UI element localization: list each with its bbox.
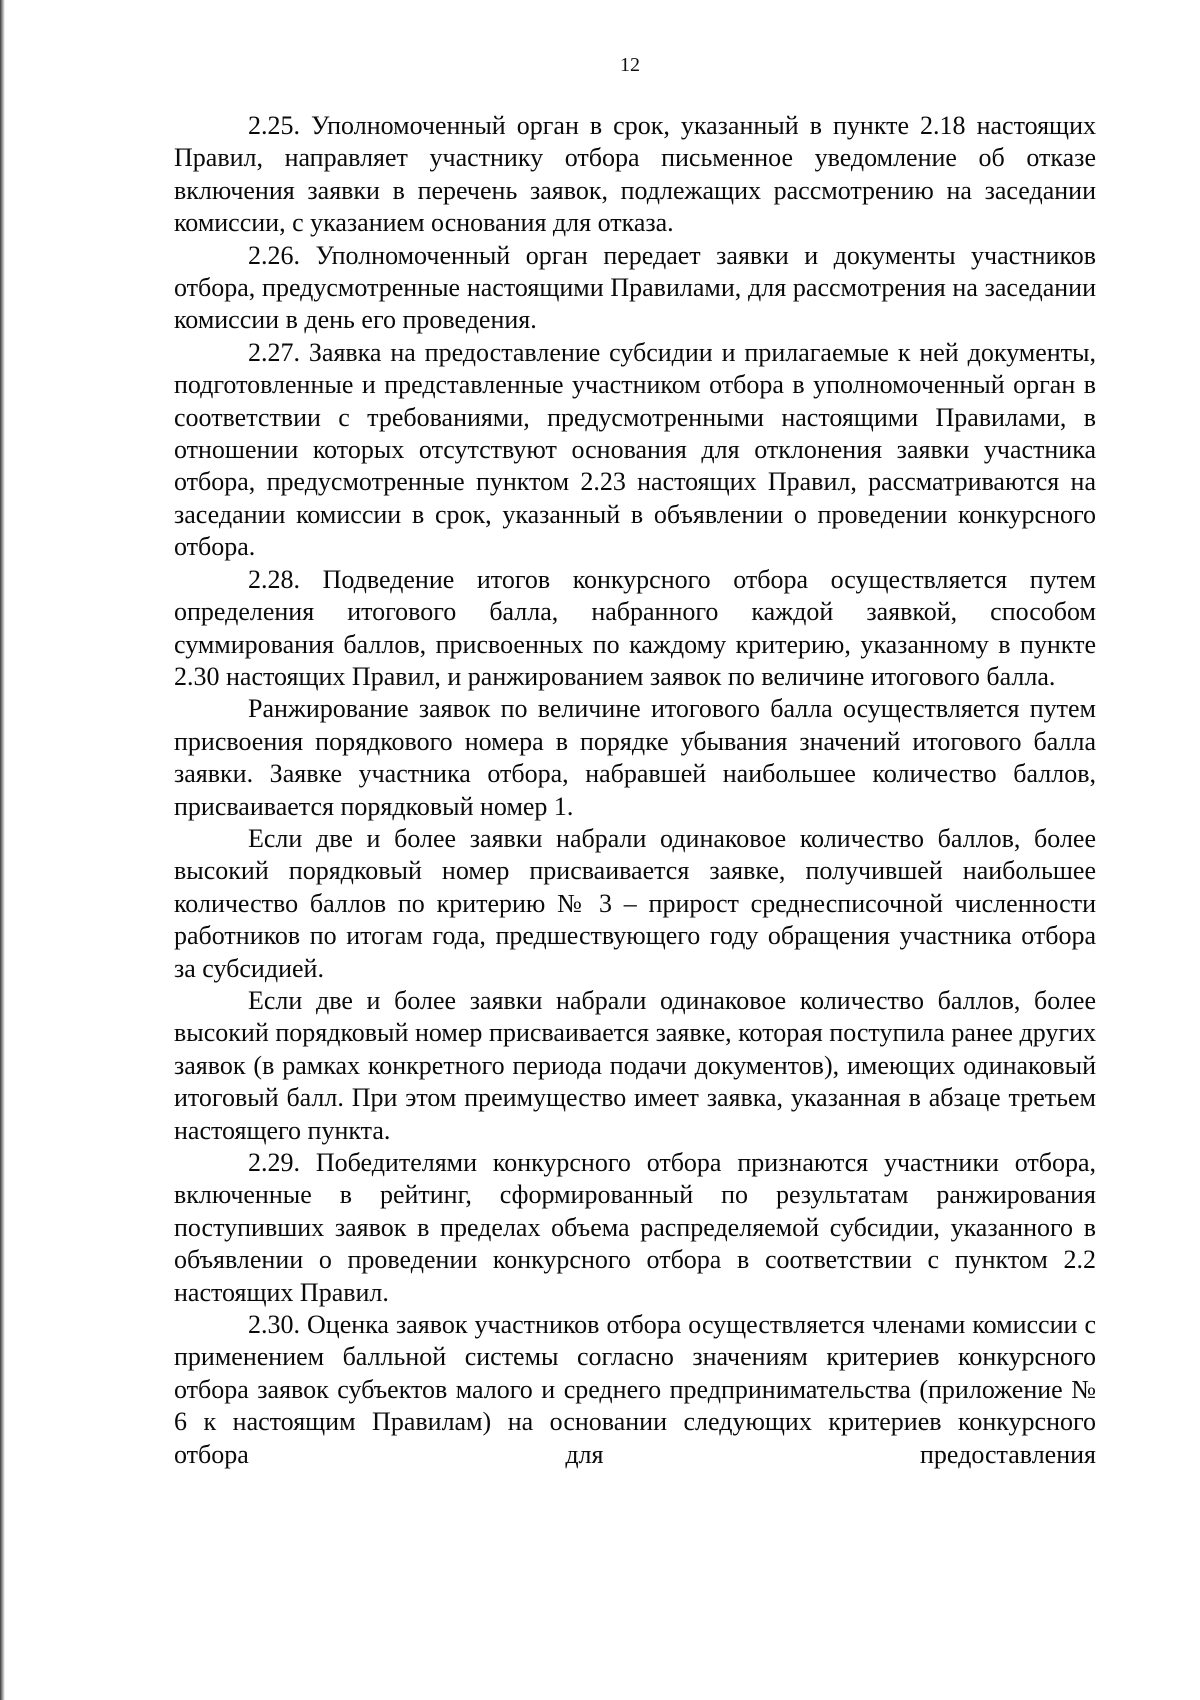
paragraph-2-26: 2.26. Уполномоченный орган передает заявки и документы участников отбора, предусмотренные настоящими Правилами, для рассмотрения на заседании комиссии в день его проведения. bbox=[174, 240, 1096, 335]
scan-edge-shadow bbox=[0, 0, 5, 1700]
page-number: 12 bbox=[620, 54, 640, 76]
paragraph-tie-criterion-3: Если две и более заявки набрали одинаковое количество баллов, более высокий порядковый номер присваивается заявке, получившей наибольшее количество баллов по критерию № 3 – прирост среднесписочной численности работников по итогам года, предшествующего году обращения участника отбора за субсидией. bbox=[174, 823, 1096, 983]
document-body bbox=[174, 110, 1096, 1471]
paragraph-2-27: 2.27. Заявка на предоставление субсидии и прилагаемые к ней документы, подготовленные и представленные участником отбора в уполномоченный орган в соответствии с требованиями, предусмотренными настоящими Правилами, в отношении которых отсутствуют основания для отклонения заявки участника отбора, предусмотренные пунктом 2.23 настоящих Правил, рассматриваются на заседании комиссии в срок, указанный в объявлении о проведении конкурсного отбора. bbox=[174, 337, 1096, 562]
paragraph-ranking: Ранжирование заявок по величине итогового балла осуществляется путем присвоения порядкового номера в порядке убывания значений итогового балла заявки. Заявке участника отбора, набравшей наибольшее количество баллов, присваивается порядковый номер 1. bbox=[174, 694, 1096, 821]
paragraph-tie-earlier-submission: Если две и более заявки набрали одинаковое количество баллов, более высокий порядковый номер присваивается заявке, которая поступила ранее других заявок (в рамках конкретного периода подачи документов), имеющих одинаковый итоговый балл. При этом преимущество имеет заявка, указанная в абзаце третьем настоящего пункта. bbox=[174, 985, 1096, 1145]
paragraph-2-28: 2.28. Подведение итогов конкурсного отбора осуществляется путем определения итогового балла, набранного каждой заявкой, способом суммирования баллов, присвоенных по каждому критерию, указанному в пункте 2.30 настоящих Правил, и ранжированием заявок по величине итогового балла. bbox=[174, 564, 1096, 691]
paragraph-2-30: 2.30. Оценка заявок участников отбора осуществляется членами комиссии с применением балльной системы согласно значениям критериев конкурсного отбора заявок субъектов малого и среднего предпринимательства (приложение № 6 к настоящим Правилам) на основании следующих критериев конкурсного отбора для предоставления bbox=[174, 1310, 1096, 1469]
paragraph-2-25: 2.25. Уполномоченный орган в срок, указанный в пункте 2.18 настоящих Правил, направляет участнику отбора письменное уведомление об отказе включения заявки в перечень заявок, подлежащих рассмотрению на заседании комиссии, с указанием основания для отказа. bbox=[174, 111, 1096, 238]
paragraph-2-29: 2.29. Победителями конкурсного отбора признаются участники отбора, включенные в рейтинг, сформированный по результатам ранжирования поступивших заявок в пределах объема распределяемой субсидии, указанного в объявлении о проведении конкурсного отбора в соответствии с пунктом 2.2 настоящих Правил. bbox=[174, 1148, 1096, 1307]
